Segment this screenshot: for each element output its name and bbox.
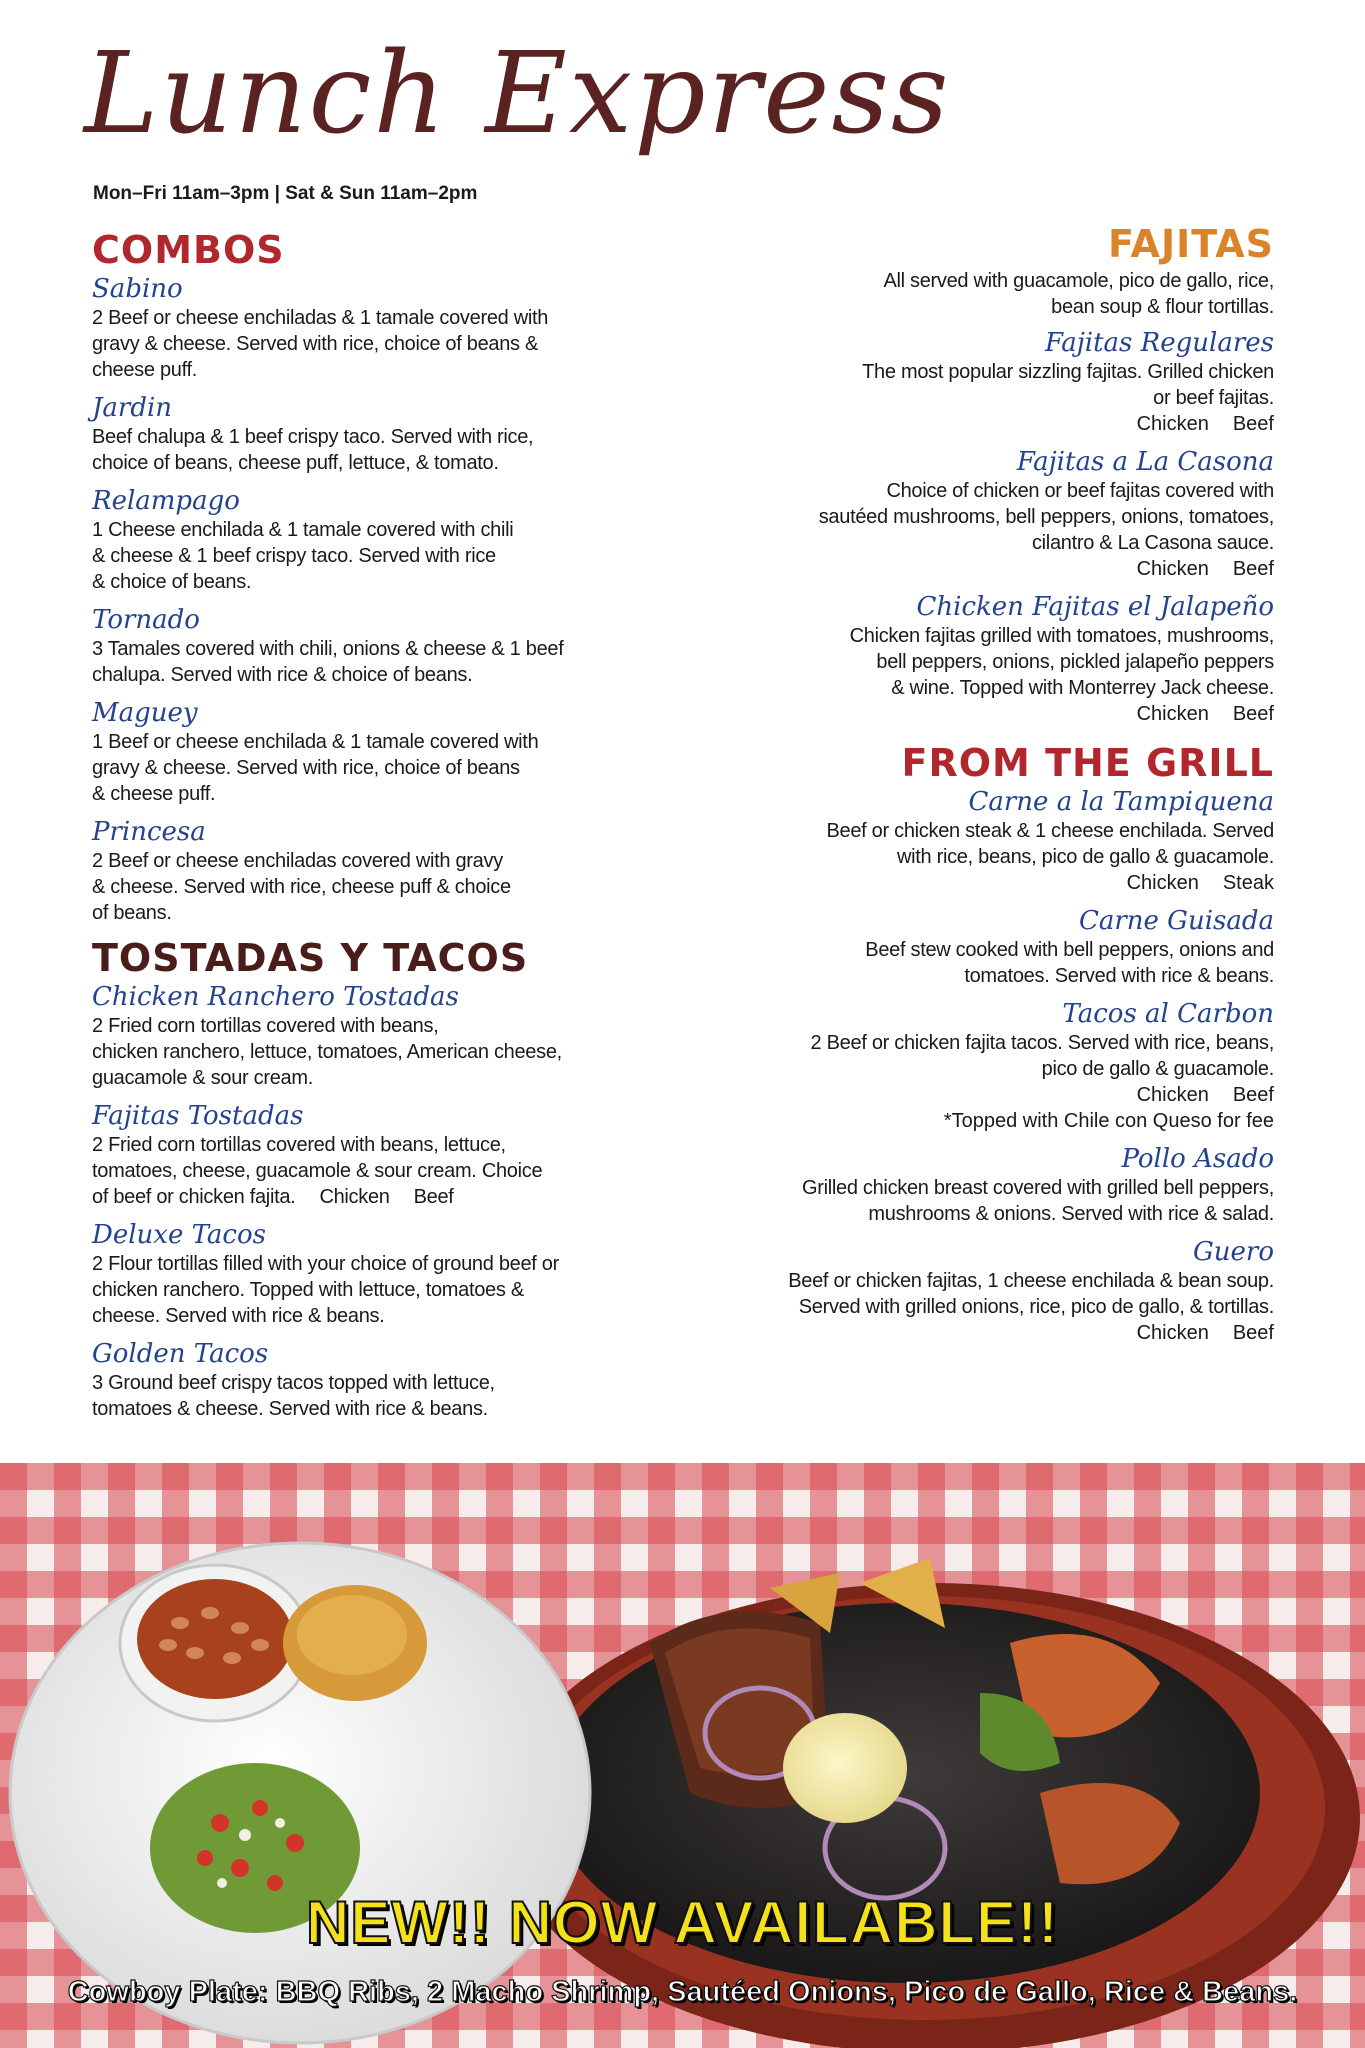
menu-item-description [760, 1268, 1274, 1320]
tostadas-heading: TOSTADAS Y TACOS [92, 936, 529, 980]
menu-item [92, 982, 632, 1091]
menu-item-options [760, 870, 1274, 896]
description-line: tomatoes. Served with rice & beans. [964, 965, 1274, 987]
description-line: tomatoes, cheese, guacamole & sour cream. Choice [92, 1160, 543, 1182]
menu-item [92, 605, 632, 688]
menu-item-name: Golden Tacos [92, 1339, 269, 1369]
menu-item-options [295, 1186, 453, 1208]
promo-description: Cowboy Plate: BBQ Ribs, 2 Macho Shrimp, Sautéed Onions, Pico de Gallo, Rice & Beans. [67, 1976, 1298, 2008]
option-label: Beef [1232, 413, 1274, 435]
menu-item-name: Relampago [92, 486, 240, 516]
fajitas-intro-line: bean soup & flour tortillas. [1051, 296, 1274, 318]
menu-item [760, 999, 1274, 1134]
description-line: 1 Cheese enchilada & 1 tamale covered with chili [92, 519, 514, 541]
menu-item-description [92, 636, 632, 688]
menu-item [760, 1144, 1274, 1227]
description-line: pico de gallo & guacamole. [1041, 1058, 1274, 1080]
menu-item-name: Deluxe Tacos [92, 1220, 266, 1250]
menu-title: Lunch Express [84, 29, 951, 159]
menu-item-name: Fajitas a La Casona [1016, 447, 1274, 477]
option-label: Beef [1232, 1322, 1274, 1344]
hours-line: Mon–Fri 11am–3pm | Sat & Sun 11am–2pm [93, 183, 478, 204]
menu-item-options [760, 701, 1274, 727]
description-line: cilantro & La Casona sauce. [1031, 532, 1274, 554]
menu-item-options [760, 1082, 1274, 1108]
menu-item-options [760, 411, 1274, 437]
left-column [92, 228, 632, 1432]
menu-item-name: Princesa [92, 817, 206, 847]
description-line: Grilled chicken breast covered with grilled bell peppers, [801, 1177, 1274, 1199]
option-label: Beef [413, 1186, 454, 1208]
fajitas-heading: FAJITAS [1107, 222, 1274, 266]
tostadas-list [92, 982, 632, 1422]
description-line: of beef or chicken fajita. Chicken Beef [92, 1186, 454, 1208]
description-line: gravy & cheese. Served with rice, choice of beans [92, 757, 520, 779]
menu-item [760, 1237, 1274, 1346]
menu-item [92, 486, 632, 595]
menu-item [92, 1339, 632, 1422]
menu-item [760, 328, 1274, 437]
fajitas-intro [760, 268, 1274, 320]
description-line: gravy & cheese. Served with rice, choice of beans & [92, 333, 539, 355]
description-line: choice of beans, cheese puff, lettuce, & tomato. [92, 452, 499, 474]
description-line: chicken ranchero. Topped with lettuce, tomatoes & [92, 1279, 524, 1301]
option-label: Chicken [1136, 703, 1209, 725]
description-line: or beef fajitas. [1153, 387, 1274, 409]
description-line: 2 Fried corn tortillas covered with beans, [92, 1015, 439, 1037]
option-label: Chicken [1136, 1322, 1209, 1344]
menu-item-name: Carne Guisada [1078, 906, 1274, 936]
menu-item [760, 787, 1274, 896]
description-line: chicken ranchero, lettuce, tomatoes, American cheese, [92, 1041, 562, 1063]
menu-item-description [92, 305, 632, 383]
description-line: mushrooms & onions. Served with rice & salad. [868, 1203, 1274, 1225]
food-photo [0, 1463, 1365, 2048]
menu-item [92, 393, 632, 476]
menu-item [760, 447, 1274, 582]
combos-heading: COMBOS [92, 228, 285, 272]
menu-item-options [760, 1320, 1274, 1346]
description-line: Beef chalupa & 1 beef crispy taco. Served with rice, [92, 426, 534, 448]
description-line: Choice of chicken or beef fajitas covered with [886, 480, 1274, 502]
description-line: 2 Flour tortillas filled with your choice of ground beef or [92, 1253, 559, 1275]
description-line: 2 Beef or cheese enchiladas covered with gravy [92, 850, 503, 872]
menu-item [92, 698, 632, 807]
menu-item-description [92, 729, 632, 807]
description-line: & choice of beans. [92, 571, 252, 593]
description-line: 3 Ground beef crispy tacos topped with lettuce, [92, 1372, 495, 1394]
menu-item-name: Guero [1193, 1237, 1274, 1267]
description-line: & wine. Topped with Monterrey Jack cheese. [891, 677, 1274, 699]
menu-item-name: Jardin [92, 393, 173, 423]
menu-item [760, 906, 1274, 989]
menu-item-description [760, 623, 1274, 701]
option-label: Chicken [1126, 872, 1199, 894]
description-line: & cheese puff. [92, 783, 216, 805]
fajitas-list [760, 328, 1274, 727]
menu-item-description [760, 818, 1274, 870]
menu-item-options [760, 556, 1274, 582]
right-column [760, 222, 1274, 1356]
description-line: cheese puff. [92, 359, 198, 381]
option-label: Beef [1232, 703, 1274, 725]
description-line: Chicken fajitas grilled with tomatoes, mushrooms, [849, 625, 1274, 647]
option-label: Steak [1222, 872, 1274, 894]
menu-item-description [760, 1175, 1274, 1227]
description-line: guacamole & sour cream. [92, 1067, 313, 1089]
menu-item-note: *Topped with Chile con Queso for fee [943, 1110, 1274, 1132]
menu-item-description [92, 1132, 632, 1210]
fajitas-intro-line: All served with guacamole, pico de gallo, rice, [883, 270, 1274, 292]
description-line: bell peppers, onions, pickled jalapeño peppers [876, 651, 1274, 673]
promo-headline: NEW!! NOW AVAILABLE!! [305, 1889, 1060, 1956]
description-line: Beef or chicken steak & 1 cheese enchilada. Served [826, 820, 1274, 842]
menu-item-name: Pollo Asado [1121, 1144, 1274, 1174]
menu-item-name: Chicken Ranchero Tostadas [92, 982, 459, 1012]
menu-item [92, 274, 632, 383]
menu-item [92, 817, 632, 926]
description-line: & cheese. Served with rice, cheese puff & choice [92, 876, 511, 898]
description-line: The most popular sizzling fajitas. Grilled chicken [862, 361, 1274, 383]
option-label: Chicken [1136, 1084, 1209, 1106]
menu-item-name: Fajitas Regulares [1044, 328, 1274, 358]
option-label: Chicken [319, 1186, 390, 1208]
description-line: 3 Tamales covered with chili, onions & cheese & 1 beef [92, 638, 564, 660]
option-label: Beef [1232, 1084, 1274, 1106]
description-line: 2 Beef or cheese enchiladas & 1 tamale covered with [92, 307, 549, 329]
description-line: of beans. [92, 902, 172, 924]
menu-item-description [760, 359, 1274, 411]
description-line: Beef or chicken fajitas, 1 cheese enchilada & bean soup. [788, 1270, 1274, 1292]
menu-item-description [92, 424, 632, 476]
menu-item-name: Chicken Fajitas el Jalapeño [916, 592, 1274, 622]
menu-item-name: Sabino [92, 274, 183, 304]
description-line: sautéed mushrooms, bell peppers, onions, tomatoes, [818, 506, 1274, 528]
menu-item-description [760, 1030, 1274, 1082]
menu-item-description [760, 937, 1274, 989]
option-label: Chicken [1136, 413, 1209, 435]
menu-item-description [92, 517, 632, 595]
grill-list [760, 787, 1274, 1346]
menu-item-name: Tornado [92, 605, 200, 635]
description-line: 1 Beef or cheese enchilada & 1 tamale covered with [92, 731, 539, 753]
menu-item [92, 1220, 632, 1329]
description-line: cheese. Served with rice & beans. [92, 1305, 385, 1327]
menu-item-name: Maguey [92, 698, 198, 728]
menu-item-name: Fajitas Tostadas [92, 1101, 304, 1131]
menu-item [92, 1101, 632, 1210]
description-line: & cheese & 1 beef crispy taco. Served with rice [92, 545, 496, 567]
description-line: chalupa. Served with rice & choice of beans. [92, 664, 473, 686]
combos-list [92, 274, 632, 926]
option-label: Beef [1232, 558, 1274, 580]
description-line: 2 Fried corn tortillas covered with beans, lettuce, [92, 1134, 506, 1156]
menu-item-description [760, 478, 1274, 556]
description-line: Served with grilled onions, rice, pico de gallo, & tortillas. [798, 1296, 1274, 1318]
menu-item-name: Carne a la Tampiquena [968, 787, 1274, 817]
option-label: Chicken [1136, 558, 1209, 580]
description-line: Beef stew cooked with bell peppers, onions and [865, 939, 1274, 961]
grill-heading: FROM THE GRILL [901, 741, 1274, 785]
menu-item [760, 592, 1274, 727]
description-line: 2 Beef or chicken fajita tacos. Served with rice, beans, [810, 1032, 1274, 1054]
description-line: with rice, beans, pico de gallo & guacamole. [896, 846, 1274, 868]
menu-item-name: Tacos al Carbon [1062, 999, 1274, 1029]
description-line: tomatoes & cheese. Served with rice & beans. [92, 1398, 488, 1420]
menu-item-description [92, 1370, 632, 1422]
menu-item-description [92, 1251, 632, 1329]
menu-item-description [92, 1013, 632, 1091]
menu-item-description [92, 848, 632, 926]
